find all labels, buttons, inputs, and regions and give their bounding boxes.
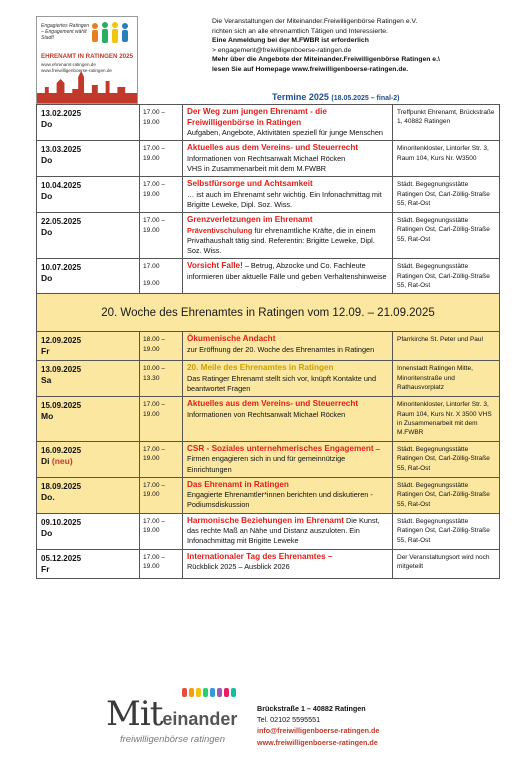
event-time: 17.00 – 19.00 [140, 442, 183, 477]
table-row [37, 549, 499, 578]
event-date: 10.07.2025 Do [37, 259, 140, 293]
table-row [37, 105, 499, 140]
table-row [37, 212, 499, 258]
week-of-volunteering-banner: 20. Woche des Ehrenamtes in Ratingen vom 12.09. – 21.09.2025 [37, 293, 499, 331]
table-row [37, 176, 499, 212]
event-time: 17.00 – 19.00 [140, 397, 183, 441]
event-location: Städt. Begegnungsstätte Ratingen Ost, Carl-Zöllig-Straße 55, Rat-Ost [397, 263, 490, 289]
event-time: 17.00 – 19.00 [140, 105, 183, 140]
event-date: 22.05.2025 Do [37, 213, 140, 258]
event-description: Vorsicht Falle! – Betrug, Abzocke und Co. Fachleute informieren über aktuelle Fälle und geben Verhaltenshinweise [183, 259, 393, 293]
event-date: 15.09.2025 Mo [37, 397, 140, 441]
event-time: 17.00 – 19.00 [140, 177, 183, 212]
table-row [37, 360, 499, 396]
event-location: Städt. Begegnungsstätte Ratingen Ost, Carl-Zöllig-Straße 55, Rat-Ost [397, 181, 490, 207]
footer-email-link[interactable]: info@freiwilligenboerse-ratingen.de [257, 726, 380, 736]
event-date: 09.10.2025 Do [37, 514, 140, 549]
event-location: Städt. Begegnungsstätte Ratingen Ost, Carl-Zöllig-Straße 55, Rat-Ost [397, 445, 490, 472]
event-location: Minoritenkloster, Lintorfer Str. 3, Raum 104, Kurs Nr. W3500 [397, 145, 489, 162]
header-info-text: Die Veranstaltungen der Miteinander.Freiwilligenbörse Ratingen e.V. richten sich an alle ehrenamtlich Tätigen und Interessierte. Eine Anmeldung bei der M.FWBR ist erforderlich > engagement@freiwilligenboerse-ratingen.de Mehr über die Angebote der Miteinander.Freiwilligenbörse Ratingen e.\ lesen Sie auf Homepage www.freiwilligenboerse-ratingen.de. [212, 17, 512, 75]
event-description: Aktuelles aus dem Vereins- und Steuerrecht Informationen von Rechtsanwalt Michael Röcken VHS in Zusammenarbeit mit dem M.FWBR [183, 141, 393, 176]
event-date: 10.04.2025 Do [37, 177, 140, 212]
event-date: 12.09.2025 Fr [37, 332, 140, 360]
event-description: 20. Meile des Ehrenamtes in Ratingen Das Ratinger Ehrenamt stellt sich vor, knüpft Kontakte und beantwortet Fragen [183, 361, 393, 396]
schedule-table [36, 104, 500, 579]
event-time: 18.00 – 19.00 [140, 332, 183, 360]
event-description: Der Weg zum jungen Ehrenamt - die Freiwilligenbörse in Ratingen Aufgaben, Angebote, Aktivitäten speziell für junge Menschen [183, 105, 393, 140]
event-description: Selbstfürsorge und Achtsamkeit … ist auch im Ehrenamt sehr wichtig. Ein Infonachmittag mit Brigitte Leweke, Dipl. Soz. Wiss. [183, 177, 393, 212]
logo-websites: www.ehrenamt-ratingen.de www.freiwilligenboerse-ratingen.de [41, 62, 112, 73]
table-row [37, 477, 499, 513]
event-location: Pfarrkirche St. Peter und Paul [397, 336, 483, 344]
event-description: Das Ehrenamt in Ratingen Engagierte Ehrenamtler*innen berichten und diskutieren - Podiumsdiskussion [183, 478, 393, 513]
event-time: 17.00 – 19.00 [140, 550, 183, 578]
footer-web-link[interactable]: www.freiwilligenboerse-ratingen.de [257, 737, 378, 747]
ehrenamt-logo [36, 16, 138, 104]
footer-address: Brückstraße 1 – 40882 Ratingen [257, 704, 366, 713]
event-location: Der Veranstaltungsort wird noch mitgeteilt [397, 553, 490, 570]
event-description: Aktuelles aus dem Vereins- und Steuerrecht Informationen von Rechtsanwalt Michael Röcken [183, 397, 393, 441]
table-row [37, 331, 499, 360]
footer-phone: Tel. 02102 5595551 [257, 715, 321, 725]
event-description: Grenzverletzungen im Ehrenamt Präventivschulung für ehrenamtliche Kräfte, die in einem Privathaushalt tätig sind. Referentin: Brigitte Leweke, Dipl. Soz. Wiss. [183, 213, 393, 258]
event-time: 17.00 – 19.00 [140, 478, 183, 513]
event-description: CSR - Soziales unternehmerisches Engagement – Firmen engagieren sich in und für gemeinnützige Einrichtungen [183, 442, 393, 477]
event-location: Städt. Begegnungsstätte Ratingen Ost, Carl-Zöllig-Straße 55, Rat-Ost [397, 481, 490, 508]
event-date: 16.09.2025 Di (neu) [37, 442, 140, 477]
logo-tagline: Engagiertes Ratingen – Engagement wählt Stadt! [41, 23, 90, 41]
termine-title: Termine 2025 (18.05.2025 – final-2) [272, 92, 400, 102]
miteinander-logo: Miteinander freiwilligenbörse ratingen [106, 684, 244, 754]
event-description: Ökumenische Andacht zur Eröffnung der 20. Woche des Ehrenamtes in Ratingen [183, 332, 393, 360]
event-location: Innenstadt Ratingen Mitte, Minoritenstraße und Rathausvorplatz [397, 365, 473, 392]
event-date: 05.12.2025 Fr [37, 550, 140, 578]
event-description: Internationaler Tag des Ehrenamtes – Rückblick 2025 – Ausblick 2026 [183, 550, 393, 578]
event-time: 17.00 – 19.00 [140, 141, 183, 176]
table-row [37, 140, 499, 176]
event-date: 13.02.2025 Do [37, 105, 140, 140]
event-location: Städt. Begegnungsstätte Ratingen Ost, Carl-Zöllig-Straße 55, Rat-Ost [397, 217, 490, 243]
engagement-email-link[interactable]: > engagement@freiwilligenboerse-ratingen.de [212, 46, 352, 54]
logo-title: EHRENAMT IN RATINGEN 2025 [40, 53, 134, 60]
event-time: 17.00 – 19.00 [140, 514, 183, 549]
table-row [37, 396, 499, 441]
event-location: Städt. Begegnungsstätte Ratingen Ost, Carl-Zöllig-Straße 55, Rat-Ost [397, 517, 490, 544]
event-date: 18.09.2025 Do. [37, 478, 140, 513]
event-time: 10.00 – 13.30 [140, 361, 183, 396]
event-description: Harmonische Beziehungen im Ehrenamt Die Kunst, das rechte Maß an Nähe und Distanz auszuloten. Ein Infonachmittag mit Brigitte Leweke [183, 514, 393, 549]
city-skyline-icon [37, 69, 137, 103]
event-location: Treffpunkt Ehrenamt, Brückstraße 1, 40882 Ratingen [397, 109, 495, 126]
footer-contact [257, 703, 379, 748]
event-date: 13.09.2025 Sa [37, 361, 140, 396]
event-time: 17.00 – 19.00 [140, 213, 183, 258]
event-date: 13.03.2025 Do [37, 141, 140, 176]
new-badge: (neu) [51, 455, 73, 466]
event-time: 17.00 19.00 [140, 259, 183, 293]
people-figures-icon [89, 21, 133, 47]
table-row [37, 258, 499, 293]
table-row [37, 441, 499, 477]
event-location: Minoritenkloster, Lintorfer Str. 3, Raum 104, Kurs Nr. X 3500 VHS in Zusammenarbeit mit dem M.FWBR [397, 401, 492, 437]
homepage-link-line[interactable]: lesen Sie auf Homepage www.freiwilligenboerse-ratingen.de. [212, 65, 409, 73]
table-row [37, 513, 499, 549]
